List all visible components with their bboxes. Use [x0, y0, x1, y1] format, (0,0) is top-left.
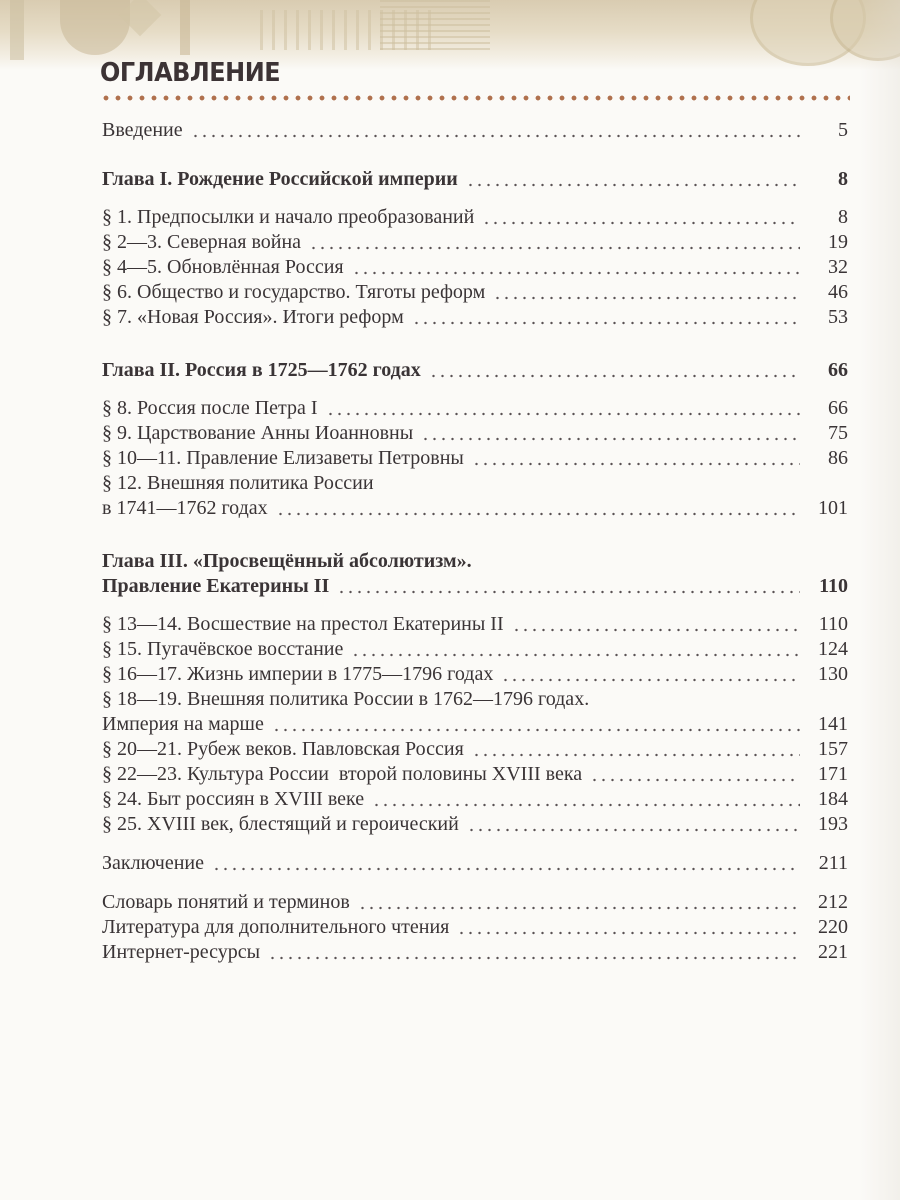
building-illustration	[380, 0, 490, 50]
toc-label: § 12. Внешняя политика России	[102, 472, 374, 494]
toc-chapter-1[interactable]	[102, 167, 848, 192]
toc-label: Заключение	[102, 852, 204, 874]
toc-entry-line1[interactable]	[102, 687, 848, 712]
dot-leader	[351, 653, 800, 657]
toc-label: Словарь понятий и терминов	[102, 891, 350, 913]
toc-page-number: 211	[818, 852, 848, 874]
toc-entry-internet-resources[interactable]	[102, 940, 848, 965]
dot-leader	[472, 753, 800, 757]
toc-page-number: 171	[818, 763, 848, 785]
toc-page-number: 5	[838, 119, 848, 141]
dot-leader	[358, 906, 800, 910]
toc-entry[interactable]	[102, 712, 848, 737]
toc-page-number: 66	[828, 359, 848, 381]
tower-illustration	[10, 0, 24, 60]
toc-entry[interactable]	[102, 762, 848, 787]
toc-label: § 1. Предпосылки и начало преобразований	[102, 206, 475, 228]
toc-page-number: 8	[838, 206, 848, 228]
toc-entry[interactable]	[102, 662, 848, 687]
toc-entry[interactable]	[102, 737, 848, 762]
dot-leader	[212, 867, 800, 871]
statue-illustration	[180, 0, 190, 55]
toc-label: в 1741—1762 годах	[102, 497, 268, 519]
toc-page-number: 46	[828, 281, 848, 303]
toc-label: Интернет-ресурсы	[102, 941, 261, 963]
dot-leader	[337, 590, 800, 594]
toc-label: § 4—5. Обновлённая Россия	[102, 256, 344, 278]
portrait-illustration	[60, 0, 130, 55]
dot-leader	[512, 628, 800, 632]
toc-entry[interactable]	[102, 787, 848, 812]
dot-leader	[467, 828, 800, 832]
toc-label: Империя на марше	[102, 713, 264, 735]
toc-page-number: 53	[828, 306, 848, 328]
toc-entry[interactable]	[102, 205, 848, 230]
toc-label: § 18—19. Внешняя политика России в 1762—1796 годах.	[102, 688, 590, 710]
toc-page-number: 66	[828, 397, 848, 419]
toc-entry[interactable]	[102, 496, 848, 521]
toc-label: § 13—14. Восшествие на престол Екатерины II	[102, 613, 504, 635]
dot-leader	[493, 296, 800, 300]
dot-leader	[429, 374, 800, 378]
toc-entry[interactable]	[102, 255, 848, 280]
dot-leader	[466, 183, 800, 187]
dot-leader	[272, 728, 800, 732]
toc-entry[interactable]	[102, 446, 848, 471]
dot-leader	[457, 931, 800, 935]
toc-label: § 10—11. Правление Елизаветы Петровны	[102, 447, 464, 469]
dot-leader	[268, 956, 800, 960]
toc-label: Литература для дополнительного чтения	[102, 916, 450, 938]
dot-leader	[326, 412, 800, 416]
toc-page-number: 124	[818, 638, 848, 660]
dot-leader	[309, 246, 800, 250]
toc-entry[interactable]	[102, 280, 848, 305]
toc-label: § 6. Общество и государство. Тяготы реформ	[102, 281, 486, 303]
toc-label: § 22—23. Культура России второй половины XVIII века	[102, 763, 583, 785]
toc-entry[interactable]	[102, 305, 848, 330]
dot-leader	[501, 678, 800, 682]
toc-entry-glossary[interactable]	[102, 890, 848, 915]
toc-page-number: 32	[828, 256, 848, 278]
toc-label: § 25. XVIII век, блестящий и героический	[102, 813, 459, 835]
title-dotted-rule	[100, 95, 850, 101]
toc-page-number: 220	[818, 916, 848, 938]
dot-leader	[372, 803, 800, 807]
toc-entry[interactable]	[102, 421, 848, 446]
toc-chapter-3[interactable]	[102, 574, 848, 599]
toc-page-number: 110	[819, 575, 848, 597]
toc-label: § 9. Царствование Анны Иоанновны	[102, 422, 414, 444]
toc-page-number: 184	[818, 788, 848, 810]
toc-label: § 15. Пугачёвское восстание	[102, 638, 344, 660]
toc-entry[interactable]	[102, 230, 848, 255]
page-edge-shadow	[860, 0, 900, 1200]
toc-page-number: 86	[828, 447, 848, 469]
toc-entry-line1[interactable]	[102, 471, 848, 496]
dot-leader	[276, 512, 800, 516]
toc-page-number: 212	[818, 891, 848, 913]
toc-entry[interactable]	[102, 637, 848, 662]
toc-page-number: 110	[818, 613, 848, 635]
chapter-title: Глава III. «Просвещённый абсолютизм».	[102, 550, 472, 572]
dot-leader	[421, 437, 800, 441]
toc-page-number: 19	[828, 231, 848, 253]
toc-entry[interactable]	[102, 812, 848, 837]
dot-leader	[352, 271, 800, 275]
toc-label: § 2—3. Северная война	[102, 231, 302, 253]
toc-label: § 24. Быт россиян в XVIII веке	[102, 788, 365, 810]
toc-page-number: 101	[818, 497, 848, 519]
toc-chapter-3-line1[interactable]	[102, 549, 848, 574]
toc-label: § 8. Россия после Петра I	[102, 397, 318, 419]
chapter-title: Правление Екатерины II	[102, 575, 330, 597]
dot-leader	[482, 221, 800, 225]
table-of-contents	[102, 118, 848, 965]
dot-leader	[472, 462, 800, 466]
toc-page-number: 193	[818, 813, 848, 835]
toc-page-number: 141	[818, 713, 848, 735]
toc-entry[interactable]	[102, 612, 848, 637]
toc-entry-conclusion[interactable]	[102, 851, 848, 876]
dot-leader	[191, 134, 800, 138]
toc-entry-literature[interactable]	[102, 915, 848, 940]
dot-leader	[412, 321, 800, 325]
toc-page-number: 130	[818, 663, 848, 685]
toc-chapter-2[interactable]	[102, 358, 848, 383]
dot-leader	[590, 778, 800, 782]
toc-entry-intro[interactable]	[102, 118, 848, 143]
toc-page-number: 221	[818, 941, 848, 963]
page-title: ОГЛАВЛЕНИЕ	[100, 58, 281, 88]
toc-entry[interactable]	[102, 396, 848, 421]
toc-label: § 20—21. Рубеж веков. Павловская Россия	[102, 738, 464, 760]
toc-page-number: 8	[838, 168, 848, 190]
toc-label: § 16—17. Жизнь империи в 1775—1796 годах	[102, 663, 494, 685]
toc-page-number: 157	[818, 738, 848, 760]
chapter-title: Глава II. Россия в 1725—1762 годах	[102, 359, 421, 381]
toc-page-number: 75	[828, 422, 848, 444]
chapter-title: Глава I. Рождение Российской империи	[102, 168, 458, 190]
toc-label: § 7. «Новая Россия». Итоги реформ	[102, 306, 404, 328]
toc-label: Введение	[102, 119, 183, 141]
